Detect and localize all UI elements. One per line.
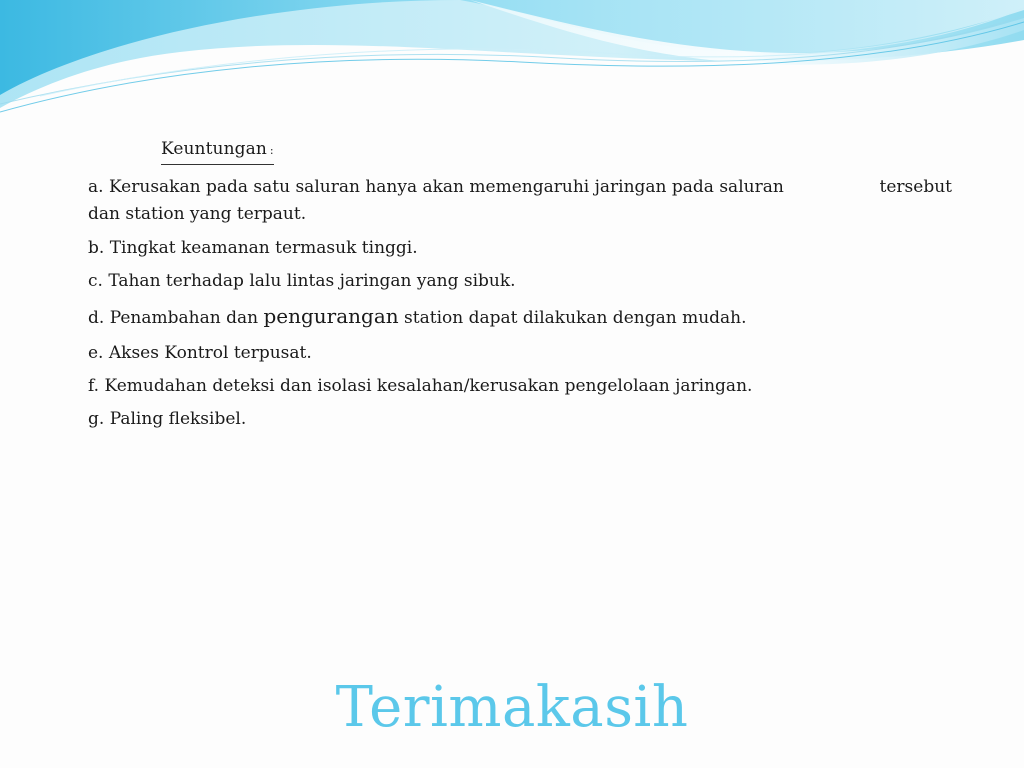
list-item-c: c. Tahan terhadap lalu lintas jaringan yang sibuk. xyxy=(88,271,516,291)
list-item-d xyxy=(88,298,954,337)
item-a-tail: tersebut xyxy=(879,177,952,197)
list-item-a xyxy=(88,172,954,232)
wave-decoration xyxy=(0,0,1024,130)
list-item-f: f. Kemudahan deteksi dan isolasi kesalahan/kerusakan pengelolaan jaringan. xyxy=(88,376,753,396)
list-item-g: g. Paling fleksibel. xyxy=(88,409,247,429)
heading-colon: : xyxy=(269,144,274,157)
item-d-emph: pengurangan xyxy=(263,304,399,328)
advantages-list xyxy=(88,172,954,436)
list-item-b: b. Tingkat keamanan termasuk tinggi. xyxy=(88,238,418,258)
heading-text: Keuntungan xyxy=(161,139,267,159)
list-item-e: e. Akses Kontrol terpusat. xyxy=(88,343,312,363)
item-a-line1: a. Kerusakan pada satu saluran hanya akan memengaruhi jaringan pada saluran xyxy=(88,177,784,197)
closing-title: Terimakasih xyxy=(335,675,689,740)
item-a-line2: dan station yang terpaut. xyxy=(88,204,307,224)
item-d-post: station dapat dilakukan dengan mudah. xyxy=(398,308,747,328)
heading-keuntungan xyxy=(161,138,274,165)
item-d-pre: d. Penambahan dan xyxy=(88,308,264,328)
